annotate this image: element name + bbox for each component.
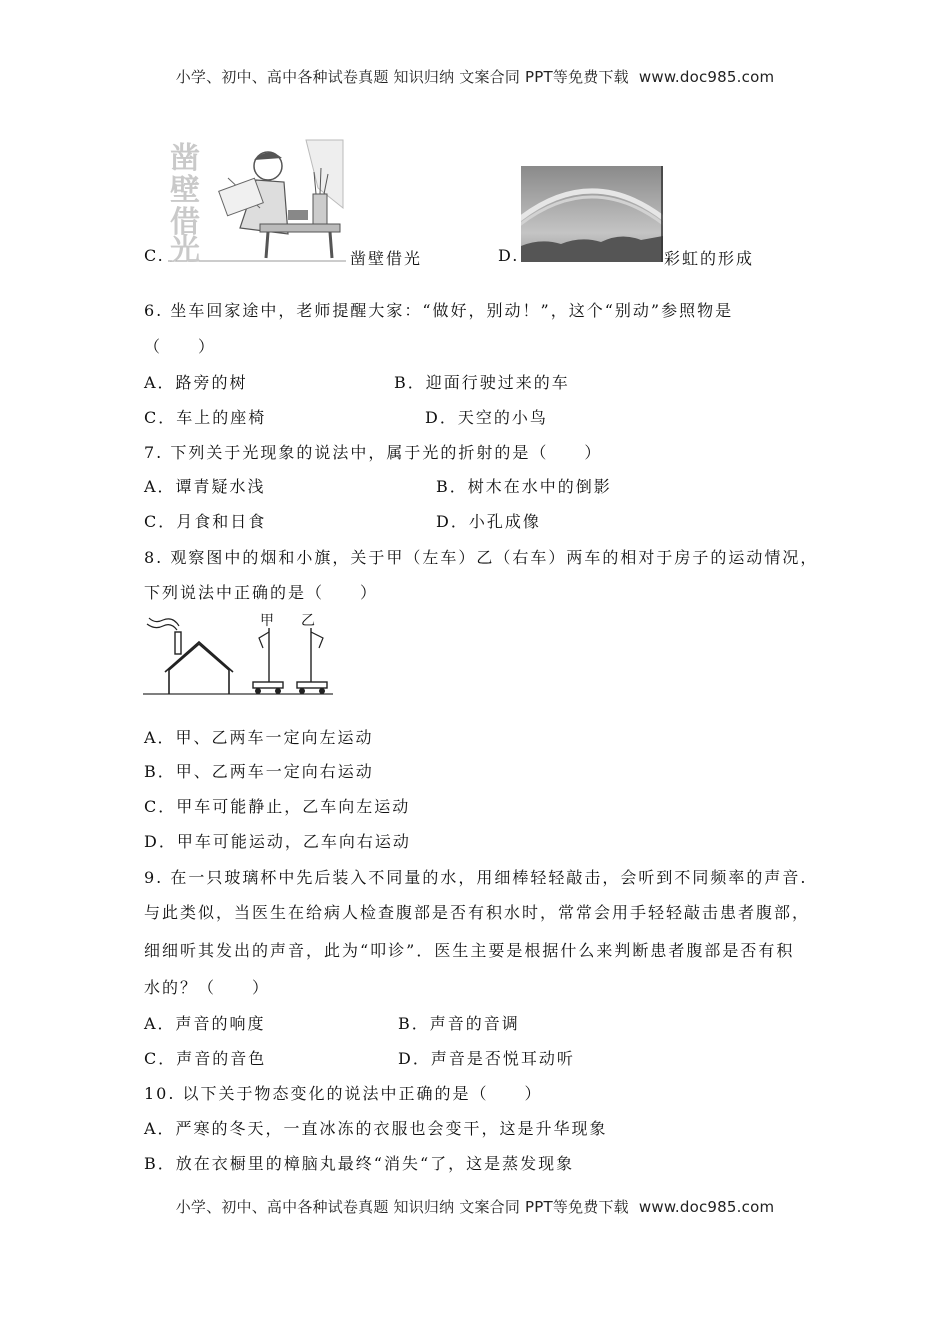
q8-stem-line1: 8. 观察图中的烟和小旗，关于甲（左车）乙（右车）两车的相对于房子的运动情况， (144, 548, 819, 567)
q7-option-a: A．谭青疑水浅 (144, 477, 266, 496)
q5-option-d-label: D. (498, 246, 520, 265)
q6-option-a: A．路旁的树 (144, 373, 248, 392)
q9-stem-line1: 9. 在一只玻璃杯中先后装入不同量的水，用细棒轻轻敲击，会听到不同频率的声音. (144, 868, 808, 887)
q9-option-c: C．声音的音色 (144, 1049, 267, 1068)
q7-stem: 7. 下列关于光现象的说法中，属于光的折射的是（ ） (144, 443, 603, 462)
q8-option-c: C．甲车可能静止，乙车向左运动 (144, 797, 411, 816)
q8-figure (143, 608, 333, 698)
q8-option-d: D．甲车可能运动，乙车向右运动 (144, 832, 411, 851)
q5-image-char-2: 壁 (170, 173, 200, 208)
footer-text: 小学、初中、高中各种试卷真题 知识归纳 文案合同 PPT等免费下载 (175, 1198, 629, 1216)
q10-option-a: A．严寒的冬天，一直冰冻的衣服也会变干，这是升华现象 (144, 1119, 608, 1138)
page-footer (0, 1196, 950, 1217)
q9-option-a: A．声音的响度 (144, 1014, 266, 1033)
q5-option-c-caption: 凿壁借光 (350, 249, 423, 268)
footer-url: www.doc985.com (638, 1198, 775, 1216)
q7-option-b: B．树木在水中的倒影 (436, 477, 612, 496)
q8-stem-line2: 下列说法中正确的是（ ） (144, 583, 379, 602)
q5-option-c-label: C. (144, 246, 165, 265)
q9-option-d: D．声音是否悦耳动听 (398, 1049, 575, 1068)
q5-image-char-1: 凿 (170, 141, 200, 176)
q6-option-b: B．迎面行驶过来的车 (394, 373, 570, 392)
page-header (0, 66, 950, 87)
q9-stem-line4: 水的？（ ） (144, 978, 271, 997)
q8-option-b: B．甲、乙两车一定向右运动 (144, 762, 374, 781)
q9-stem-line3: 细细听其发出的声音，此为“叩诊”．医生主要是根据什么来判断患者腹部是否有积 (144, 941, 795, 960)
header-url: www.doc985.com (638, 68, 775, 86)
q9-stem-line2: 与此类似，当医生在给病人检查腹部是否有积水时，常常会用手轻轻敲击患者腹部， (144, 903, 811, 922)
q8-figure-label-jia: 甲 (260, 613, 274, 629)
q7-option-c: C．月食和日食 (144, 512, 267, 531)
q10-stem: 10. 以下关于物态变化的说法中正确的是（ ） (144, 1084, 543, 1103)
q9-option-b: B．声音的音调 (398, 1014, 520, 1033)
header-text: 小学、初中、高中各种试卷真题 知识归纳 文案合同 PPT等免费下载 (175, 68, 629, 86)
q5-image-char-3: 借 (170, 205, 200, 240)
q8-figure-label-yi: 乙 (301, 613, 315, 629)
q5-option-d-image (521, 166, 663, 262)
q6-stem-line2: （ ） (144, 337, 217, 356)
q10-option-b: B．放在衣橱里的樟脑丸最终“消失“了，这是蒸发现象 (144, 1154, 575, 1173)
q6-option-c: C．车上的座椅 (144, 408, 267, 427)
q6-stem-line1: 6. 坐车回家途中，老师提醒大家：“做好，别动！”，这个“别动”参照物是 (144, 301, 734, 320)
house-icon (169, 644, 229, 694)
q5-image-char-4: 光 (170, 233, 200, 262)
q8-option-a: A．甲、乙两车一定向左运动 (144, 728, 374, 747)
q5-option-d-caption: 彩虹的形成 (664, 249, 755, 268)
q7-option-d: D．小孔成像 (436, 512, 541, 531)
q6-option-d: D．天空的小鸟 (425, 408, 548, 427)
q5-option-c-image (168, 138, 346, 262)
